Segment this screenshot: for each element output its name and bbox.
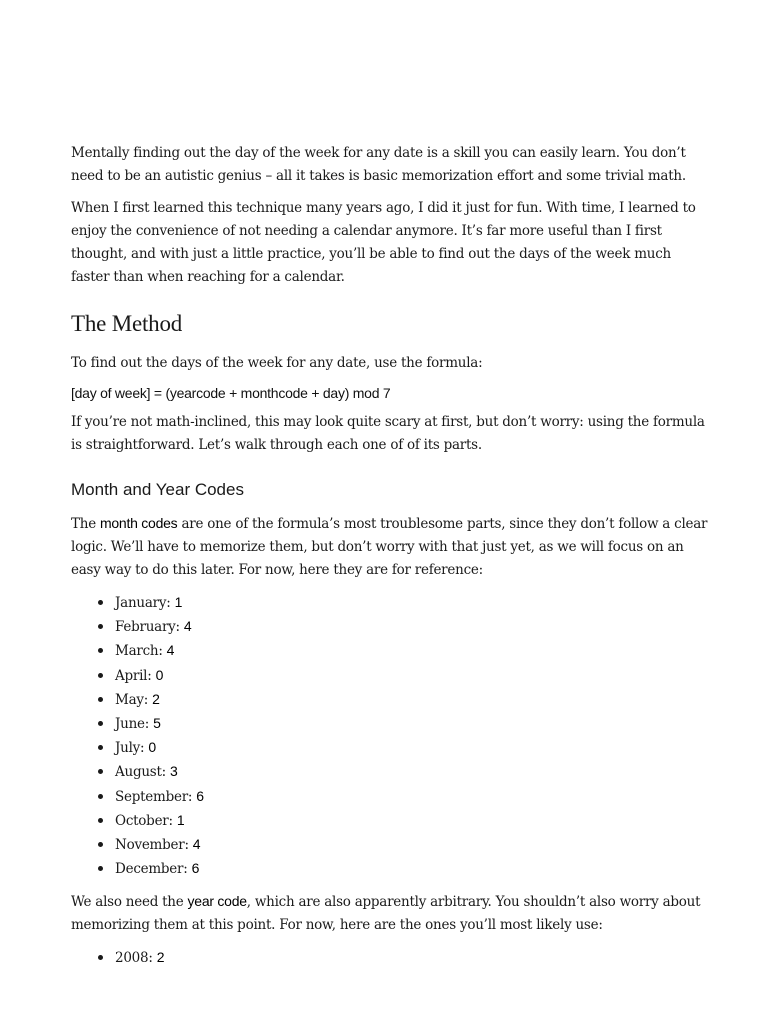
month-codes-list (71, 591, 708, 881)
year-code-term: year code (187, 893, 247, 910)
month-name: March: (115, 643, 167, 660)
year-label: 2008: (115, 950, 157, 967)
month-code: 4 (166, 642, 175, 659)
list-item (115, 760, 708, 784)
list-item (115, 591, 708, 615)
bullet-icon (98, 673, 103, 678)
month-name: February: (115, 619, 184, 636)
bullet-icon (98, 794, 103, 799)
month-code: 6 (196, 787, 204, 804)
bullet-icon (98, 955, 103, 960)
bullet-icon (98, 624, 103, 629)
formula-note: If you’re not math-inclined, this may look quite scary at first, but don’t worry: using the formula is straightforward. Let’s walk through each one of of its parts. (71, 414, 705, 453)
list-item (115, 833, 708, 857)
list-item (115, 615, 708, 639)
month-code: 1 (174, 594, 183, 610)
month-para-text-after: are one of the formula’s most troublesome parts, since they don’t follow a clear logic. We’ll have to memorize them, but don’t worry with that just yet, as we will focus on an easy way to do this later. For now, here they are for reference: (71, 516, 708, 578)
list-item (115, 664, 708, 688)
month-name: June: (115, 716, 154, 733)
year-codes-list (71, 946, 708, 970)
list-item (115, 688, 708, 712)
year-codes-paragraph (71, 890, 708, 937)
list-item (115, 639, 708, 663)
month-codes-term: month codes (99, 515, 178, 531)
year-para-text-before: We also need the (71, 894, 188, 911)
bullet-icon (98, 769, 103, 774)
bullet-icon (98, 721, 103, 726)
month-code: 4 (192, 836, 201, 853)
month-name: September: (115, 788, 197, 805)
month-code: 3 (169, 763, 178, 780)
codes-heading: Month and Year Codes (71, 480, 244, 499)
intro-paragraph-1: Mentally finding out the day of the week for any date is a skill you can easily learn. You don’t need to be an autistic genius – all it takes is basic memorization effort and some trivial math. (71, 145, 686, 184)
month-code: 2 (152, 690, 160, 707)
month-code: 0 (155, 666, 164, 683)
list-item (115, 712, 708, 736)
month-name: January: (115, 595, 175, 611)
bullet-icon (98, 648, 103, 653)
month-name: November: (115, 837, 193, 854)
method-lead: To find out the days of the week for any date, use the formula: (71, 355, 483, 371)
month-code: 4 (183, 618, 192, 635)
month-code: 0 (148, 739, 156, 756)
month-code: 6 (191, 860, 200, 877)
intro-paragraph-2: When I first learned this technique many years ago, I did it just for fun. With time, I learned to enjoy the convenience of not needing a calendar anymore. It’s far more useful than I first thought, and with just a little practice, you’ll be able to find out the days of the week much faster than when reaching for a calendar. (71, 200, 696, 285)
bullet-icon (98, 866, 103, 871)
list-item (115, 785, 708, 809)
bullet-icon (98, 818, 103, 823)
bullet-icon (98, 842, 103, 847)
formula: [day of week] = (yearcode + monthcode + day) mod 7 (71, 385, 391, 401)
method-heading: The Method (71, 311, 183, 336)
bullet-icon (98, 600, 103, 605)
bullet-icon (98, 745, 103, 750)
month-name: July: (115, 740, 149, 757)
month-name: October: (115, 812, 177, 829)
list-item (115, 736, 708, 760)
month-name: August: (115, 764, 170, 781)
month-codes-paragraph (71, 512, 708, 582)
month-name: April: (115, 667, 156, 684)
month-para-text-before: The (71, 516, 100, 532)
bullet-icon (98, 697, 103, 702)
year-code: 2 (156, 949, 165, 966)
year-para-text-after: , which are also apparently arbitrary. You shouldn’t also worry about memorizing them at this point. For now, here are the ones you’ll most likely use: (71, 894, 701, 934)
month-code: 5 (153, 715, 161, 732)
list-item (115, 857, 708, 881)
list-item (115, 946, 708, 970)
month-name: May: (115, 691, 153, 708)
list-item (115, 809, 708, 833)
month-name: December: (115, 861, 192, 878)
month-code: 1 (176, 811, 185, 828)
